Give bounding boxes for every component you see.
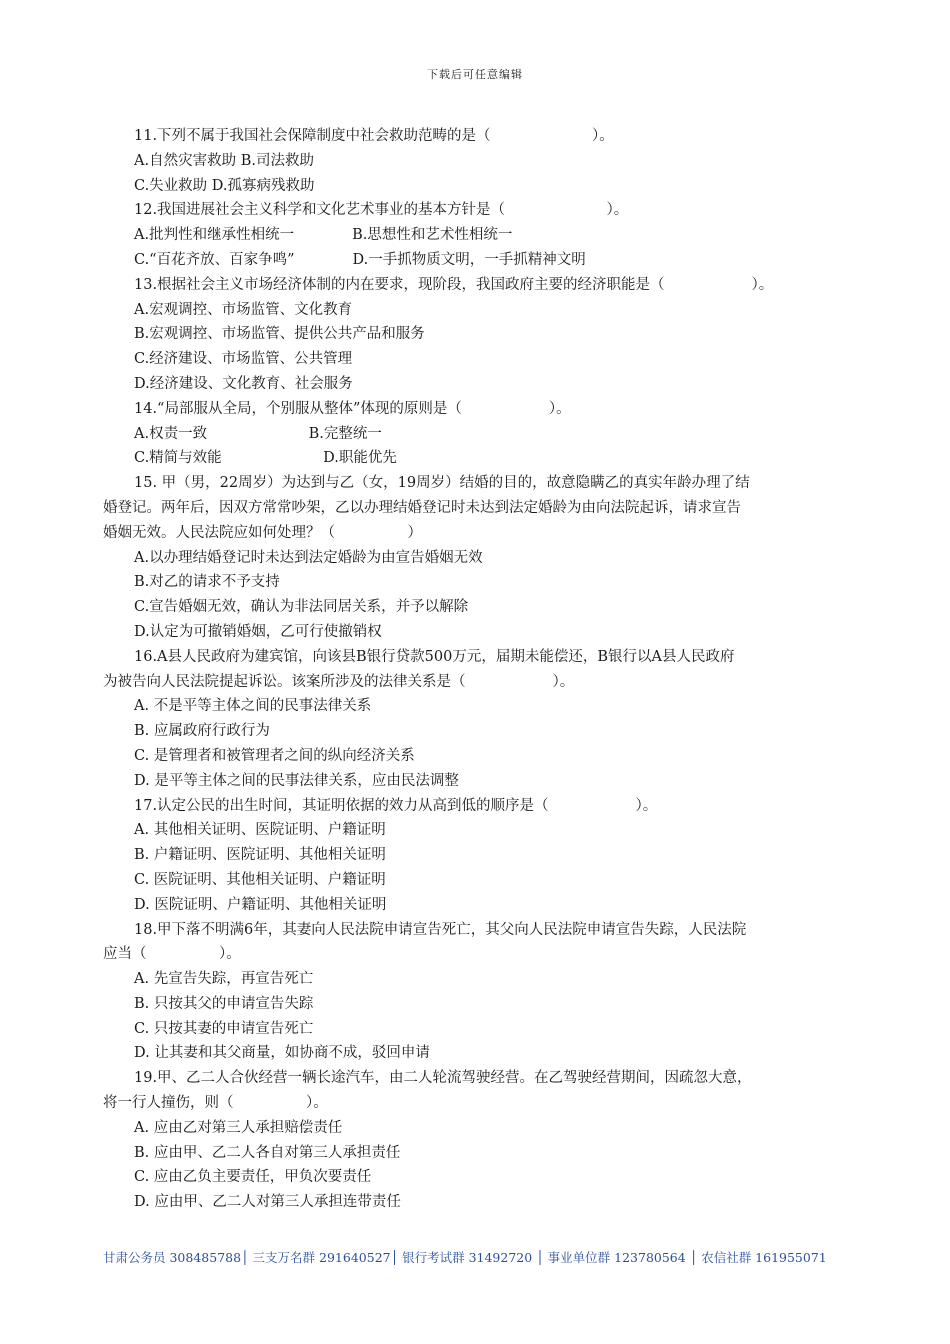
question-text: 11.下列不属于我国社会保障制度中社会救助范畴的是（ ）。: [134, 128, 614, 144]
option-d: D. 让其妻和其父商量，如协商不成，驳回申请: [134, 1045, 430, 1062]
question-list: [103, 124, 848, 1215]
option-line: C.“百花齐放、百家争鸣” D.一手抓物质文明，一手抓精神文明: [134, 251, 586, 268]
question-text-continued: 应当（ ）。: [103, 946, 241, 963]
question-15: [103, 471, 848, 645]
option-b: B.对乙的请求不予支持: [134, 574, 280, 591]
question-16: [103, 645, 848, 794]
option-d: D. 应由甲、乙二人对第三人承担连带责任: [134, 1194, 401, 1211]
question-text: 12.我国进展社会主义科学和文化艺术事业的基本方针是（ ）。: [134, 202, 629, 219]
option-a: A. 其他相关证明、医院证明、户籍证明: [134, 822, 386, 839]
option-line: A.自然灾害救助 B.司法救助: [134, 152, 314, 169]
option-d: D. 是平等主体之间的民事法律关系，应由民法调整: [134, 772, 459, 789]
question-text-continued: 为被告向人民法院提起诉讼。该案所涉及的法律关系是（ ）。: [103, 673, 575, 690]
option-line: C.精简与效能 D.职能优先: [134, 450, 397, 467]
question-13: [103, 273, 848, 397]
question-text-continued: 婚姻无效。人民法院应如何处理？（ ）: [103, 524, 422, 541]
option-d: D. 医院证明、户籍证明、其他相关证明: [134, 896, 387, 913]
header-note: 下载后可任意编辑: [427, 68, 523, 81]
option-c: C. 应由乙负主要责任，甲负次要责任: [134, 1169, 372, 1186]
option-c: C. 医院证明、其他相关证明、户籍证明: [134, 871, 386, 888]
question-text: 13.根据社会主义市场经济体制的内在要求，现阶段，我国政府主要的经济职能是（ ）。: [134, 276, 774, 293]
option-b: B. 应由甲、乙二人各自对第三人承担责任: [134, 1144, 401, 1161]
question-text: 14.“局部服从全局，个别服从整体”体现的原则是（ ）。: [134, 400, 571, 417]
footer-group-links: 甘肃公务员 308485788│ 三支万名群 291640527│ 银行考试群 31492720 │ 事业单位群 123780564 │ 农信社群 161955071: [103, 1250, 827, 1265]
option-d: D.经济建设、文化教育、社会服务: [134, 375, 353, 392]
question-18: [103, 918, 848, 1067]
question-17: [103, 794, 848, 918]
option-line: C.失业救助 D.孤寡病残救助: [134, 177, 315, 194]
option-c: C.宣告婚姻无效，确认为非法同居关系，并予以解除: [134, 599, 469, 616]
question-12: [103, 198, 848, 272]
question-text: 15. 甲（男，22周岁）为达到与乙（女，19周岁）结婚的目的，故意隐瞒乙的真实年龄办理了结: [134, 475, 750, 492]
option-b: B.宏观调控、市场监管、提供公共产品和服务: [134, 326, 425, 343]
question-19: [103, 1066, 848, 1215]
option-a: A. 先宣告失踪，再宣告死亡: [134, 971, 314, 988]
option-line: A.批判性和继承性相统一 B.思想性和艺术性相统一: [134, 227, 513, 244]
question-14: [103, 397, 848, 471]
option-b: B. 应属政府行政行为: [134, 723, 270, 740]
option-c: C. 是管理者和被管理者之间的纵向经济关系: [134, 747, 415, 764]
option-a: A.以办理结婚登记时未达到法定婚龄为由宣告婚姻无效: [134, 549, 483, 566]
option-line: A.权责一致 B.完整统一: [134, 425, 382, 442]
option-c: C.经济建设、市场监管、公共管理: [134, 351, 353, 368]
option-a: A. 应由乙对第三人承担赔偿责任: [134, 1119, 343, 1136]
question-text: 18.甲下落不明满6年，其妻向人民法院申请宣告死亡，其父向人民法院申请宣告失踪，人民法院: [134, 921, 747, 938]
question-text-continued: 婚登记。两年后，因双方常常吵架，乙以办理结婚登记时未达到法定婚龄为由向法院起诉，请求宣告: [103, 499, 741, 516]
question-text: 17.认定公民的出生时间，其证明依据的效力从高到低的顺序是（ ）。: [134, 797, 658, 814]
option-b: B. 户籍证明、医院证明、其他相关证明: [134, 847, 386, 864]
question-text: 19.甲、乙二人合伙经营一辆长途汽车，由二人轮流驾驶经营。在乙驾驶经营期间，因疏忽大意，: [134, 1070, 752, 1087]
option-c: C. 只按其妻的申请宣告死亡: [134, 1020, 314, 1037]
question-text: 16.A县人民政府为建宾馆，向该县B银行贷款500万元，届期未能偿还，B银行以A县人民政府: [134, 648, 735, 665]
option-a: A.宏观调控、市场监管、文化教育: [134, 301, 353, 318]
option-b: B. 只按其父的申请宣告失踪: [134, 995, 314, 1012]
option-a: A. 不是平等主体之间的民事法律关系: [134, 698, 372, 715]
option-d: D.认定为可撤销婚姻，乙可行使撤销权: [134, 623, 382, 640]
question-11: [103, 124, 848, 198]
question-text-continued: 将一行人撞伤，则（ ）。: [103, 1095, 328, 1112]
